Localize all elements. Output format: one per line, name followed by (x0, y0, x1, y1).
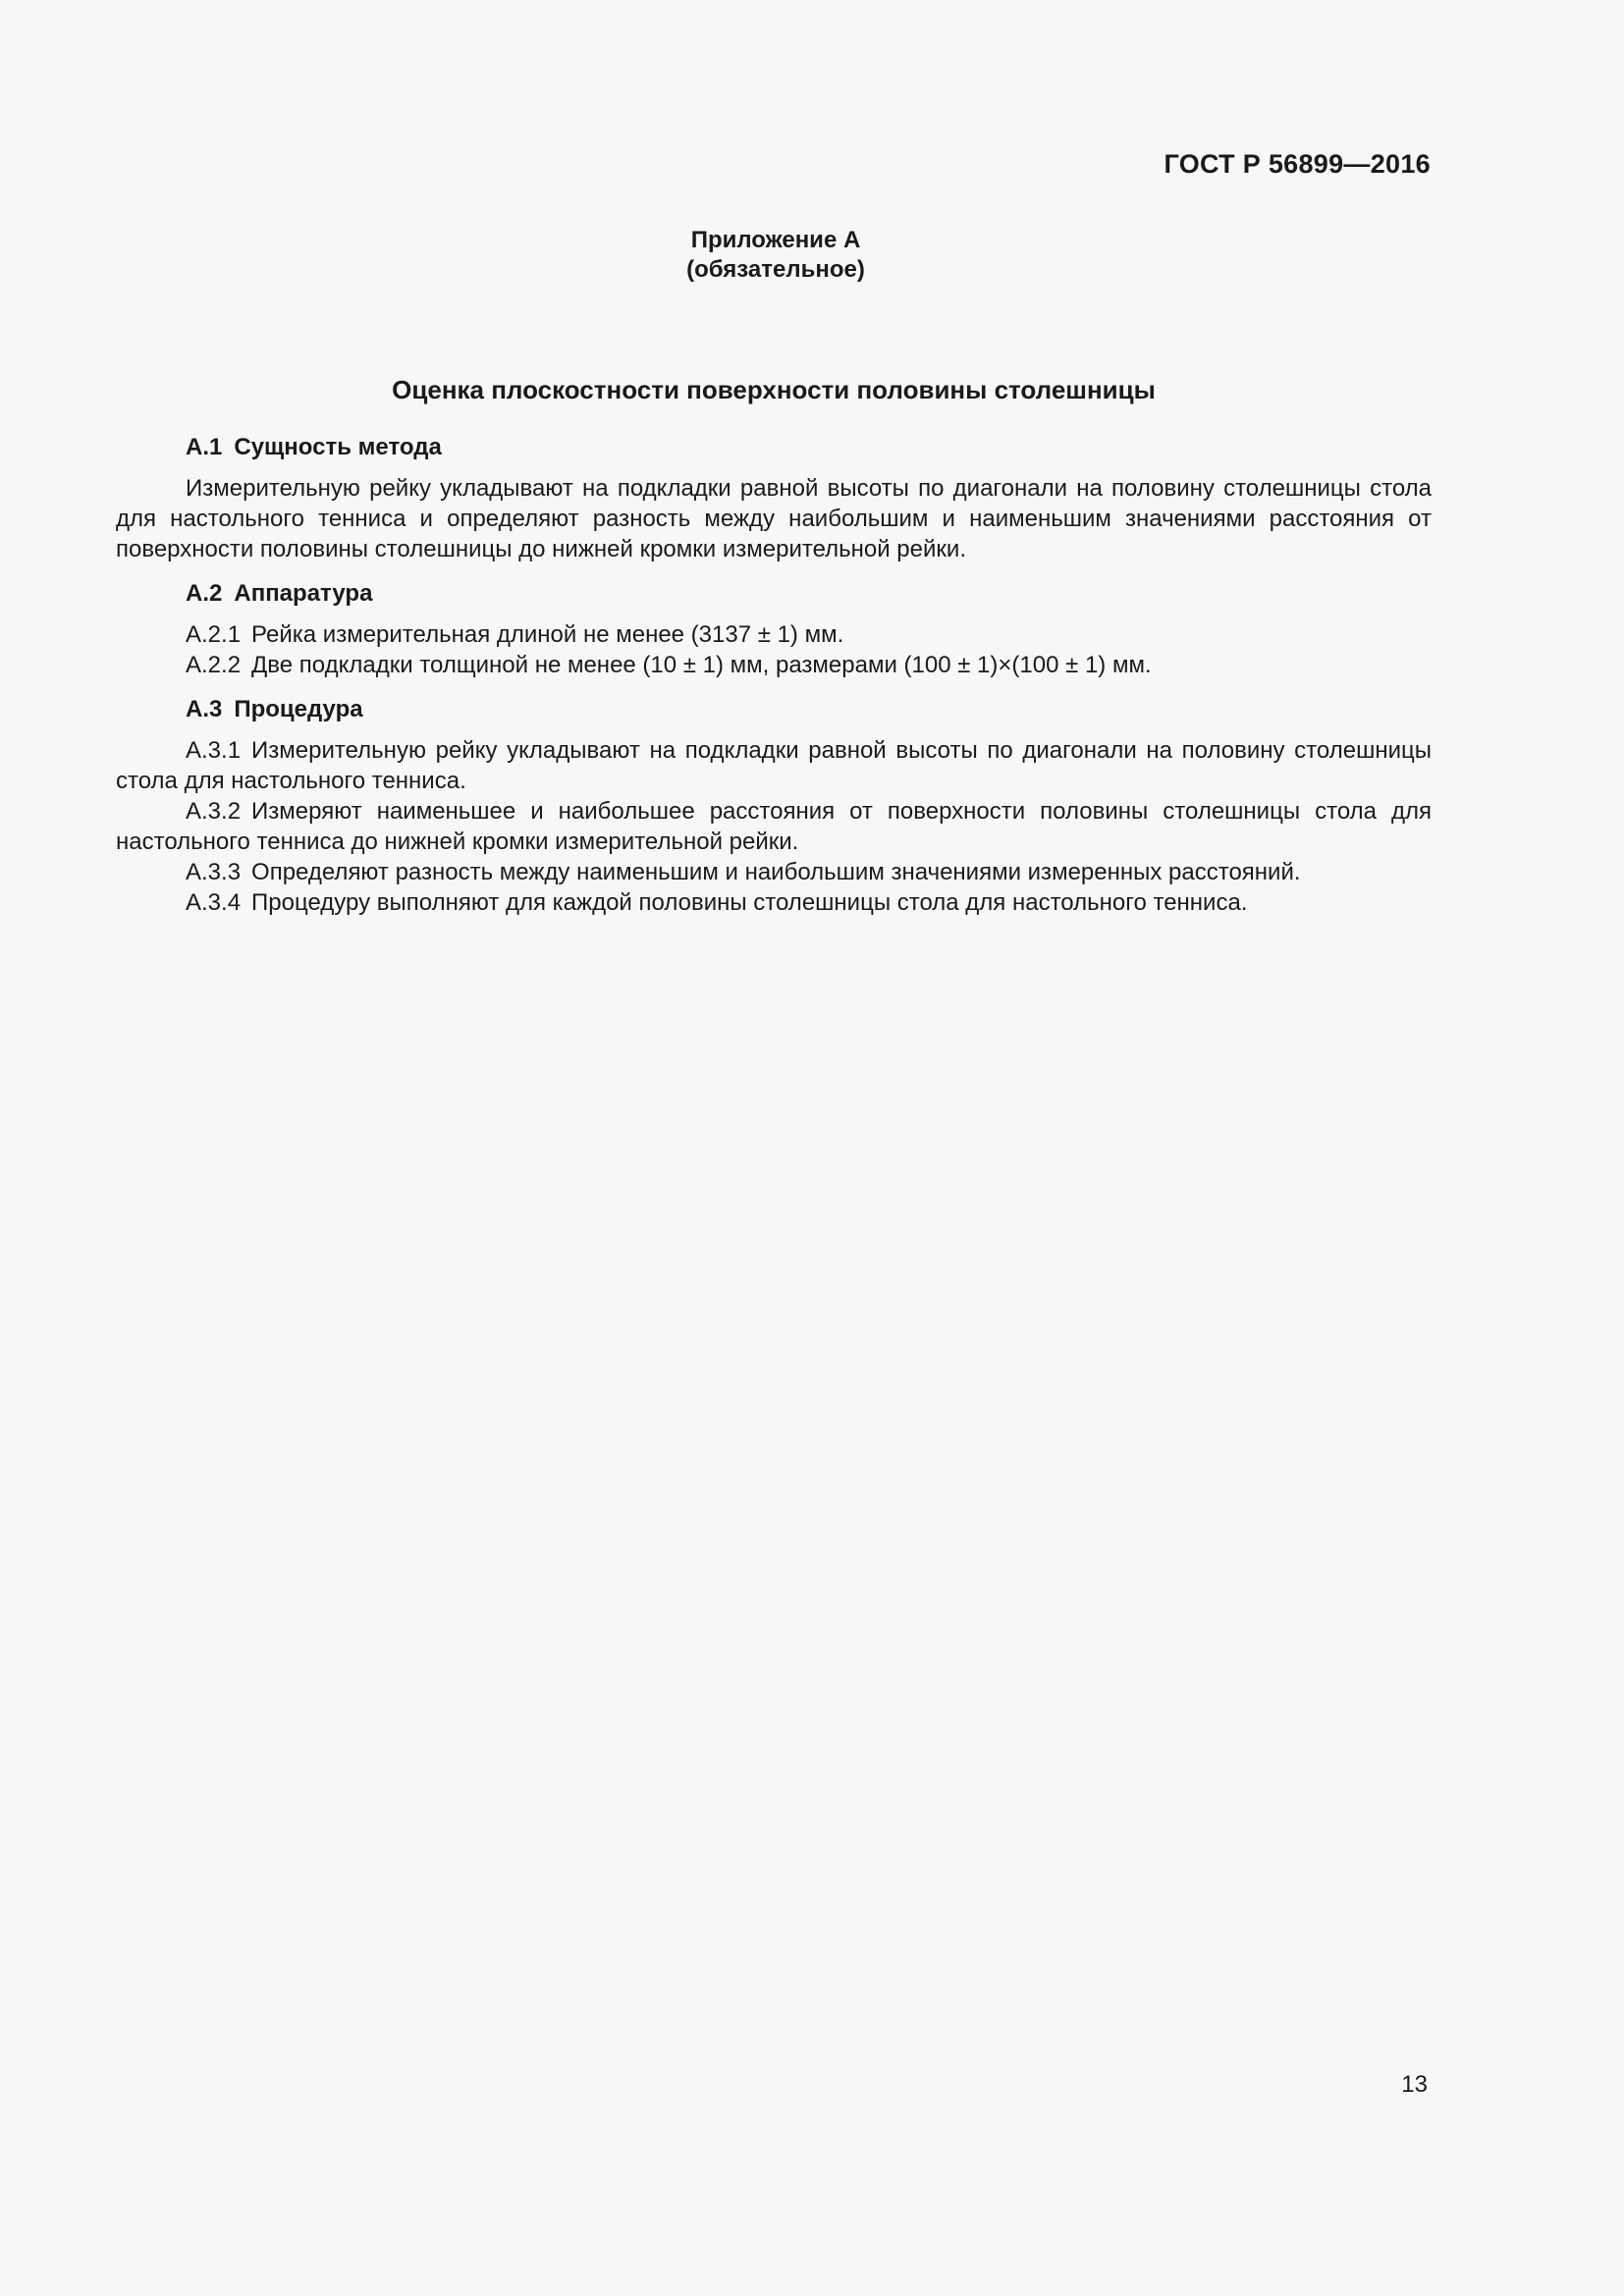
section-title: Процедура (234, 696, 363, 722)
section-heading-a3 (116, 694, 1432, 724)
annex-heading (0, 226, 1551, 285)
clause-text: Процедуру выполняют для каждой половины столешницы стола для настольного тенниса. (251, 889, 1248, 916)
page-number: 13 (1401, 2071, 1428, 2098)
annex-label: Приложение А (690, 227, 861, 253)
clause-text: Измерительную рейку укладывают на подкладки равной высоты по диагонали на половину столешницы стола для настольного тенниса. (116, 737, 1432, 794)
clause-text: Две подкладки толщиной не менее (10 ± 1) мм, размерами (100 ± 1)×(100 ± 1) мм. (251, 652, 1152, 678)
section-title: Сущность метода (234, 434, 442, 460)
annex-status: (обязательное) (686, 256, 865, 283)
section-heading-a1 (116, 432, 1432, 462)
document-body (116, 432, 1432, 918)
document-code: ГОСТ Р 56899—2016 (1164, 149, 1431, 179)
clause-number: А.2.1 (186, 621, 242, 648)
paragraph-a2-1 (116, 619, 1432, 650)
paragraph-a3-2 (116, 796, 1432, 857)
paragraph-a3-1 (116, 735, 1432, 796)
clause-number: А.2.2 (186, 652, 242, 678)
section-number: А.1 (186, 434, 223, 460)
section-title: Аппаратура (234, 580, 373, 607)
section-number: А.3 (186, 696, 223, 722)
clause-number: А.3.1 (186, 737, 242, 764)
clause-text: Рейка измерительная длиной не менее (3137 ± 1) мм. (251, 621, 844, 648)
paragraph-a2-2 (116, 650, 1432, 680)
section-heading-a2 (116, 578, 1432, 609)
clause-number: А.3.3 (186, 859, 242, 885)
clause-number: А.3.2 (186, 798, 242, 825)
clause-text: Измеряют наименьшее и наибольшее расстояния от поверхности половины столешницы стола для настольного тенниса до нижней кромки измерительной рейки. (116, 798, 1432, 855)
paragraph-a1: Измерительную рейку укладывают на подкладки равной высоты по диагонали на половину столешницы стола для настольного тенниса и определяют разность между наибольшим и наименьшим значениями расстояния от поверхности половины столешницы до нижней кромки измерительной рейки. (116, 475, 1432, 562)
paragraph-a3-3 (116, 857, 1432, 887)
clause-text: Определяют разность между наименьшим и наибольшим значениями измеренных расстояний. (251, 859, 1301, 885)
paragraph-a3-4 (116, 887, 1432, 918)
section-number: А.2 (186, 580, 223, 607)
annex-title: Оценка плоскостности поверхности половины столешницы (392, 375, 1156, 404)
clause-number: А.3.4 (186, 889, 242, 916)
